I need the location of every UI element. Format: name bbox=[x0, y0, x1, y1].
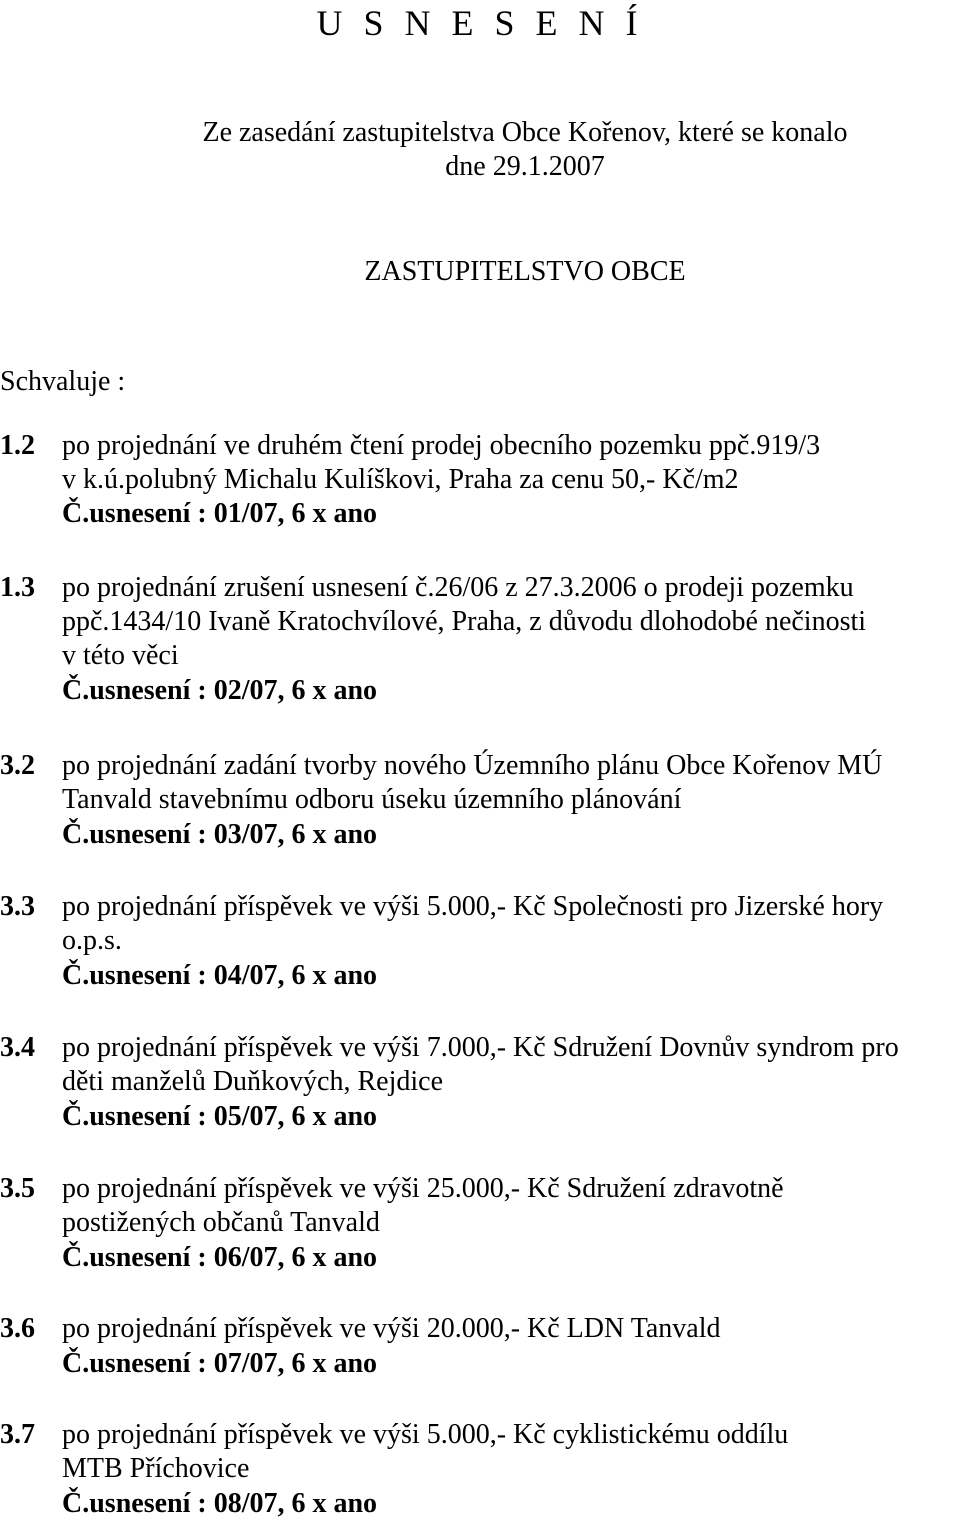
meeting-subtitle-line2: dne 29.1.2007 bbox=[445, 151, 605, 182]
item-text-line: po projednání příspěvek ve výši 7.000,- Kč Sdružení Dovnův syndrom pro bbox=[62, 1032, 899, 1063]
resolution-number: Č.usnesení : 04/07, 6 x ano bbox=[62, 960, 378, 991]
item-number: 3.3 bbox=[0, 891, 35, 922]
resolution-number: Č.usnesení : 01/07, 6 x ano bbox=[62, 498, 378, 529]
item-text-line: děti manželů Duňkových, Rejdice bbox=[62, 1066, 443, 1097]
approves-heading: Schvaluje : bbox=[0, 366, 126, 397]
item-text-line: po projednání příspěvek ve výši 20.000,- Kč LDN Tanvald bbox=[62, 1313, 721, 1344]
item-text-line: postižených občanů Tanvald bbox=[62, 1207, 380, 1238]
resolution-number: Č.usnesení : 03/07, 6 x ano bbox=[62, 819, 378, 850]
item-text-line: ppč.1434/10 Ivaně Kratochvílové, Praha, z důvodu dlohodobé nečinosti bbox=[62, 606, 867, 637]
meeting-subtitle-line1: Ze zasedání zastupitelstva Obce Kořenov, které se konalo bbox=[202, 117, 848, 148]
body-heading: ZASTUPITELSTVO OBCE bbox=[364, 256, 686, 287]
item-text-line: o.p.s. bbox=[62, 925, 122, 956]
resolution-number: Č.usnesení : 06/07, 6 x ano bbox=[62, 1242, 378, 1273]
item-number: 3.7 bbox=[0, 1419, 35, 1450]
document-title: U S N E S E N Í bbox=[316, 3, 644, 43]
item-number: 3.5 bbox=[0, 1173, 35, 1204]
item-text-line: MTB Příchovice bbox=[62, 1453, 250, 1484]
item-number: 3.6 bbox=[0, 1313, 35, 1344]
resolution-number: Č.usnesení : 02/07, 6 x ano bbox=[62, 675, 378, 706]
item-number: 1.3 bbox=[0, 572, 35, 603]
item-text-line: v této věci bbox=[62, 640, 179, 671]
resolution-number: Č.usnesení : 08/07, 6 x ano bbox=[62, 1488, 378, 1519]
item-text-line: po projednání zadání tvorby nového Územního plánu Obce Kořenov MÚ bbox=[62, 750, 883, 781]
item-text-line: po projednání příspěvek ve výši 5.000,- Kč cyklistickému oddílu bbox=[62, 1419, 789, 1450]
item-number: 1.2 bbox=[0, 430, 35, 461]
item-text-line: v k.ú.polubný Michalu Kulíškovi, Praha za cenu 50,- Kč/m2 bbox=[62, 464, 739, 495]
item-number: 3.4 bbox=[0, 1032, 35, 1063]
item-text-line: po projednání příspěvek ve výši 25.000,- Kč Sdružení zdravotně bbox=[62, 1173, 784, 1204]
item-text-line: po projednání příspěvek ve výši 5.000,- Kč Společnosti pro Jizerské hory bbox=[62, 891, 884, 922]
resolution-number: Č.usnesení : 05/07, 6 x ano bbox=[62, 1101, 378, 1132]
item-text-line: po projednání zrušení usnesení č.26/06 z 27.3.2006 o prodeji pozemku bbox=[62, 572, 854, 603]
item-text-line: po projednání ve druhém čtení prodej obecního pozemku ppč.919/3 bbox=[62, 430, 821, 461]
item-number: 3.2 bbox=[0, 750, 35, 781]
item-text-line: Tanvald stavebnímu odboru úseku územního plánování bbox=[62, 784, 682, 815]
resolution-number: Č.usnesení : 07/07, 6 x ano bbox=[62, 1348, 378, 1379]
